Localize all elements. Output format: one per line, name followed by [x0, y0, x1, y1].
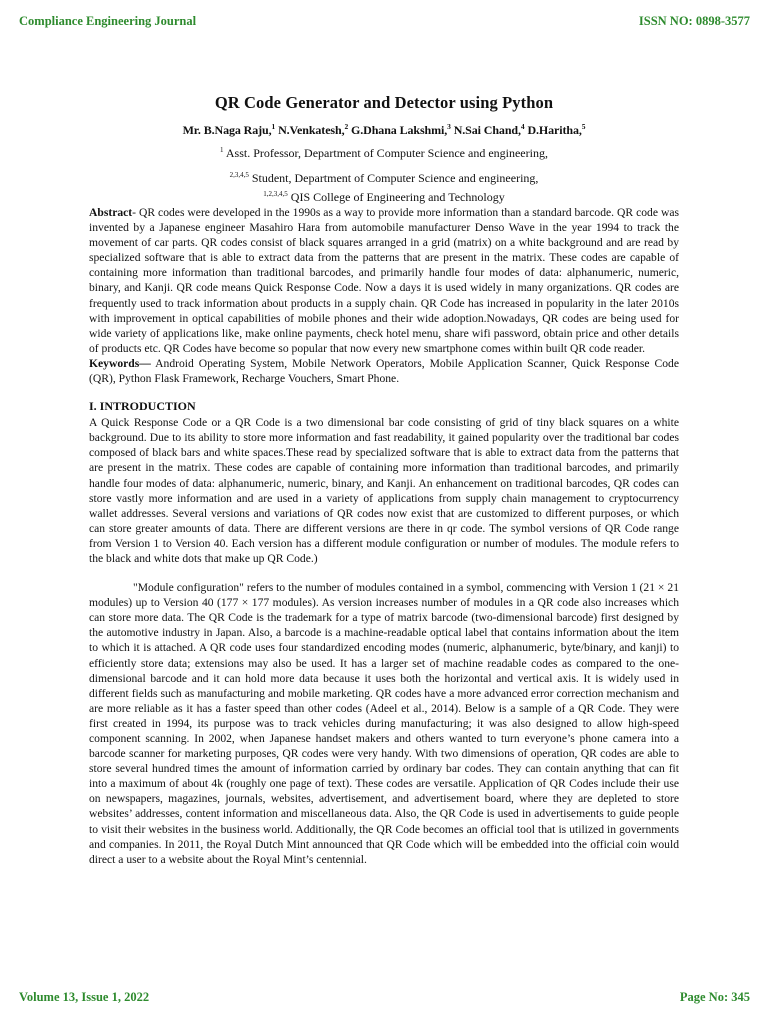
author-name: N.Sai Chand, [453, 123, 521, 137]
author-sup: 1 [271, 122, 276, 131]
journal-name: Compliance Engineering Journal [19, 14, 197, 28]
affiliation-text: QIS College of Engineering and Technology [290, 190, 505, 204]
paper-content [89, 93, 679, 867]
intro-paragraph: "Module configuration" refers to the number of modules contained in a symbol, commencing with Version 1 (21 × 21 modules) up to Version 40 (177 × 177 modules). As version increases number of modules in a QR code also increases which can store more data. The QR Code is the trademark for a type of matrix barcode (two-dimensional barcode) first designed by the automotive industry in Japan. Also, a barcode is a machine-readable optical label that contains information about the item to which it is attached. A QR code uses four standardized encoding modes (numeric, alphanumeric, byte/binary, and kanji) to efficiently store data; extensions may also be used. It has a larger set of machine readable codes as compared to the one-dimensional barcode and it can hold more data because it uses both the horizontal and vertical axis. It is widely used in different fields such as manufacturing and mobile marketing. QR codes have a more advanced error correction mechanism and are more reliable as it has a faster speed than other codes (Adeel et al., 2014). Below is a sample of a QR Code. They were first created in 1994, its purpose was to track vehicles during manufacturing; it was also designed to allow high-speed component scanning. In 2002, when Japanese handset makers and others wanted to turn everyone’s phone camera into a barcode scanner for marketing purposes, QR codes were very handy. With two dimensions of operation, QR codes are able to store several hundred times the amount of information carried by ordinary bar codes. They can contain anything that can fit into a maximum of about 4k (roughly one page of text). These codes are versatile. Application of QR Codes include their use on newspapers, magazines, journals, websites, advertisement, and advertisement board, where they are depleted to store websites’ addresses, content information and miscellaneous data. Also, the QR Code is used in advertisements to guide people to visit their websites in the business world. Additionally, the QR Code becomes an official tool that is utilized in governments and companies. In 2011, the Royal Dutch Mint announced that QR Code which will be embedded into the official coin would direct a user to a website about the Royal Mint’s centennial. [89, 581, 679, 866]
keywords-label: Keywords— [89, 356, 151, 370]
author-sup: 3 [447, 122, 451, 131]
author-sup: 4 [520, 122, 525, 131]
author-name: D.Haritha, [527, 123, 582, 137]
affiliation-sup: 1 [220, 146, 224, 154]
volume-issue: Volume 13, Issue 1, 2022 [19, 990, 150, 1004]
affiliation-line [89, 167, 679, 186]
page-number: Page No: 345 [679, 990, 750, 1004]
author-list [89, 122, 679, 138]
keywords-text: Android Operating System, Mobile Network Operators, Mobile Application Scanner, Quick Response Code (QR), Python Flask Framework, Recharge Vouchers, Smart Phone. [89, 356, 679, 386]
journal-header [19, 14, 750, 29]
affiliation-sup: 2,3,4,5 [229, 171, 249, 179]
author-sup: 5 [581, 122, 586, 131]
affiliation-sup: 1,2,3,4,5 [263, 190, 288, 198]
affiliation-line [89, 142, 679, 161]
abstract-text: - QR codes were developed in the 1990s as a way to provide more information than a standard barcode. QR code was invented by a Japanese engineer Masahiro Hara from automobile manufacturer Denso Wave in the year 1994 to track the movement of car parts. QR codes consist of black squares arranged in a grid (matrix) on a white background and are read by specialized software that is able to extract data from the patterns that are present in the matrix. These codes are capable of containing more information than traditional barcodes, and primarily handle four modes of data: alphanumeric, numeric, binary, and Kanji. QR code means Quick Response Code. Now a days it is used widely in many organizations. QR codes are frequently used to track information about products in a supply chain. QR Code has increased in popularity in the later 2010s with improvement in optical capabilities of mobile phones and their wide adoption.Nowadays, QR codes are being used for wide variety of applications like, make online payments, check hotel menu, share wifi password, obtain price and other details of products etc. QR Codes have become so popular that now every new smartphone comes within built QR code reader. [89, 206, 679, 355]
abstract-label: Abstract [89, 206, 133, 219]
keywords [89, 356, 679, 386]
author-name: N.Venkatesh, [278, 123, 345, 137]
affiliation-line [89, 186, 679, 205]
author-sup: 2 [344, 122, 349, 131]
section-heading-introduction: I. INTRODUCTION [89, 399, 196, 414]
affiliation-text: Asst. Professor, Department of Computer Science and engineering, [225, 146, 548, 160]
abstract [89, 205, 679, 356]
issn-number: ISSN NO: 0898-3577 [638, 14, 750, 28]
journal-footer [19, 990, 750, 1005]
paper-title: QR Code Generator and Detector using Python [214, 93, 554, 112]
affiliation-text: Student, Department of Computer Science and engineering, [251, 171, 539, 185]
author-name: Mr. B.Naga Raju, [182, 123, 272, 137]
intro-paragraph: A Quick Response Code or a QR Code is a two dimensional bar code consisting of grid of tiny black squares on a white background. Due to its ability to store more information and fast readability, it gained popularity over the traditional bar codes composed of black bars and white spaces.These read by specialized software that is able to extract data from the patterns that are present in the matrix. These codes are capable of containing more information than traditional barcodes, and primarily handle four modes of data: alphanumeric, numeric, binary, and Kanji. An enhancement on traditional barcodes, QR codes can store vastly more information and are used in a variety of applications from supply chain management to cryptocurrency wallet addresses. Several versions and variations of QR codes now exist that are customized to different purposes, or which can store greater amounts of data. There are different versions are there in qr code. The symbol versions of QR Code range from Version 1 to Version 40. Each version has a different module configuration or number of modules. The module refers to the black and white dots that make up QR Code.) [89, 416, 679, 565]
author-name: G.Dhana Lakshmi, [351, 123, 448, 137]
